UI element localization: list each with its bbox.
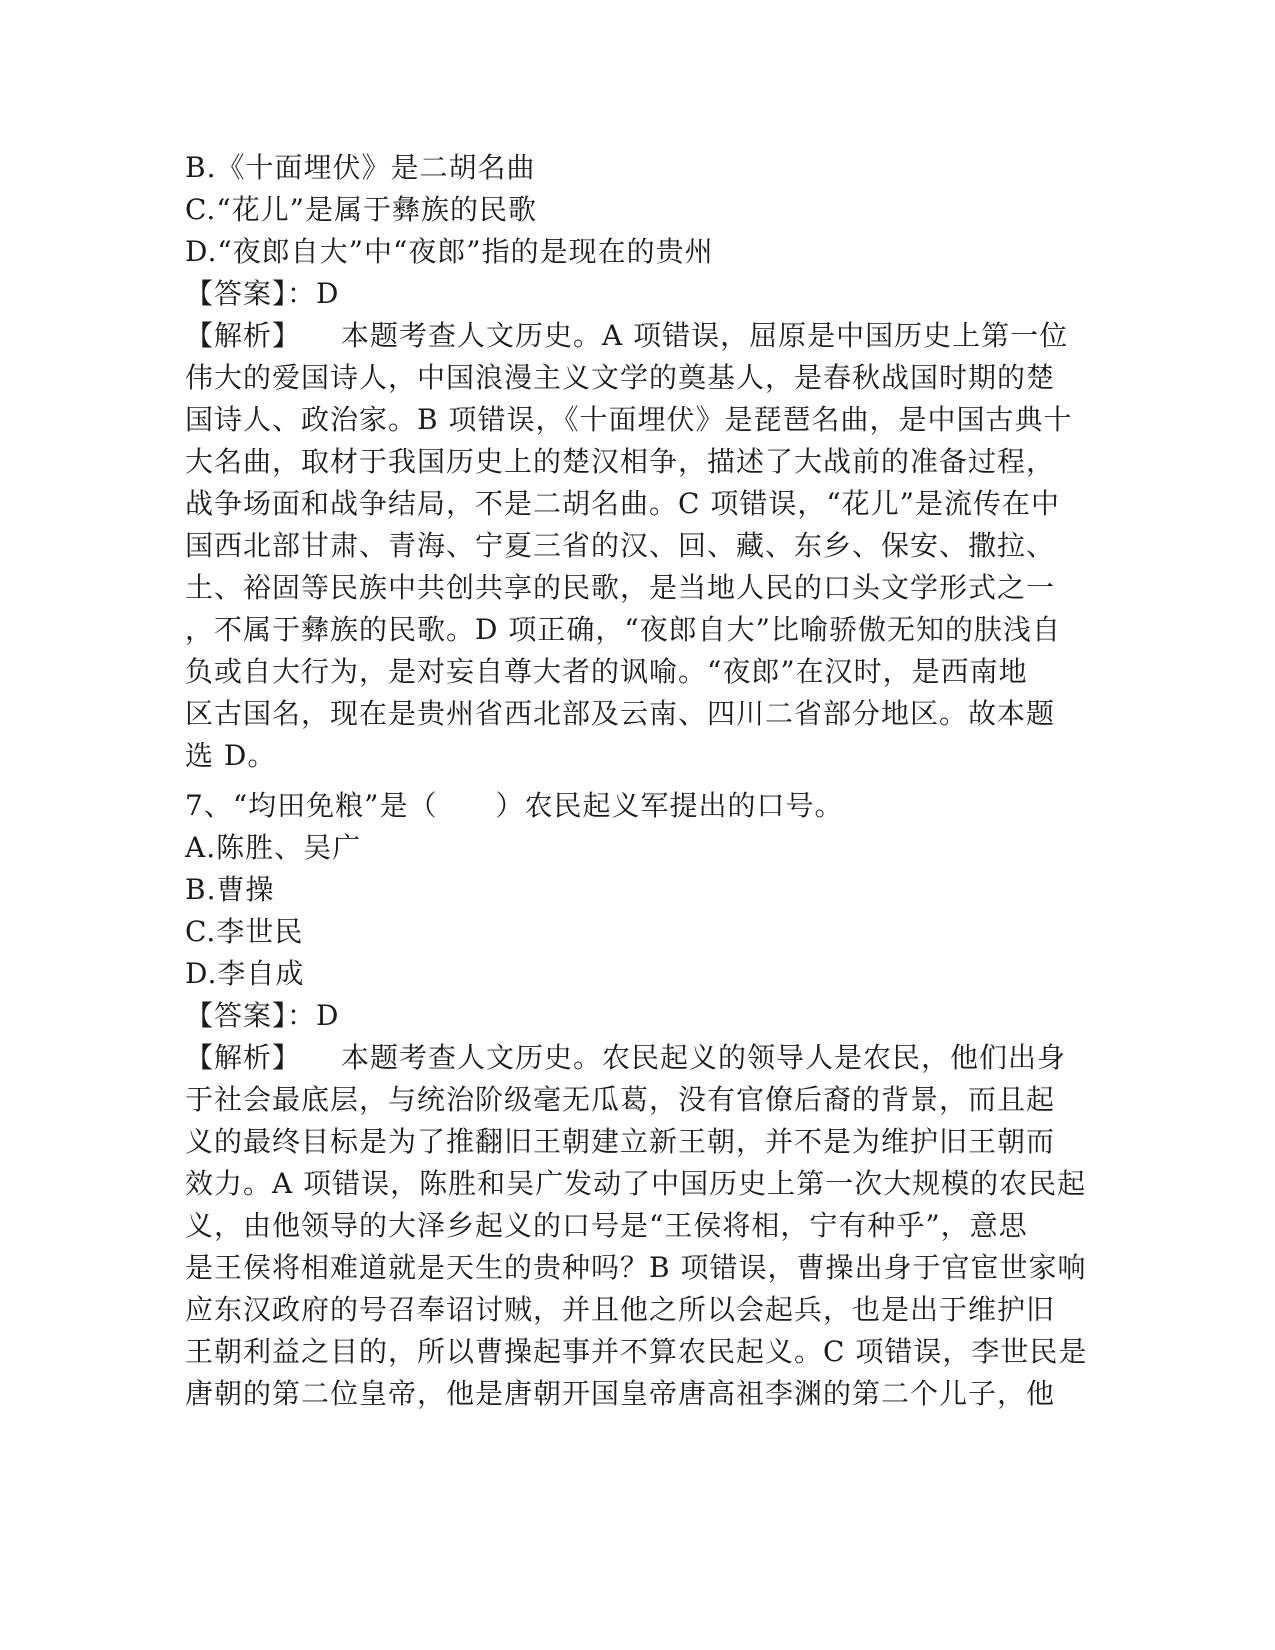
q7-analysis-line-6: 应东汉政府的号召奉诏讨贼，并且他之所以会起兵，也是出于维护旧 (185, 1293, 1056, 1326)
q7-answer-value: D (316, 999, 340, 1032)
q6-option-d: D.“夜郎自大”中“夜郎”指的是现在的贵州 (185, 235, 714, 268)
q6-analysis-text-0: 本题考查人文历史。A 项错误，屈原是中国历史上第一位 (341, 319, 1069, 352)
q7-analysis-line-5: 是王侯将相难道就是天生的贵种吗？B 项错误，曹操出身于官宦世家响 (185, 1251, 1087, 1284)
q7-answer (185, 995, 1085, 1037)
q6-answer-label: 【答案】： (185, 277, 317, 310)
q7-analysis-line-7: 王朝利益之目的，所以曹操起事并不算农民起义。C 项错误，李世民是 (185, 1335, 1088, 1368)
q6-analysis-line-1: 伟大的爱国诗人，中国浪漫主义文学的奠基人，是春秋战国时期的楚 (185, 361, 1056, 394)
q6-option-c: C.“花儿”是属于彝族的民歌 (185, 193, 537, 226)
q6-answer-value: D (316, 277, 340, 310)
q7-analysis-line-8: 唐朝的第二位皇帝，他是唐朝开国皇帝唐高祖李渊的第二个儿子，他 (185, 1377, 1056, 1410)
q7-analysis-line-2: 义的最终目标是为了推翻旧王朝建立新王朝，并不是为维护旧王朝而 (185, 1125, 1056, 1158)
q7-analysis-line-1: 于社会最底层，与统治阶级毫无瓜葛，没有官僚后裔的背景，而且起 (185, 1083, 1056, 1116)
q7-option-a: A.陈胜、吴广 (185, 831, 362, 864)
q7-option-c: C.李世民 (185, 915, 304, 948)
document-content (185, 147, 1088, 1415)
q6-analysis-line-3: 大名曲，取材于我国历史上的楚汉相争，描述了大战前的准备过程， (185, 445, 1056, 478)
q7-analysis-label: 【解析】 (185, 1041, 302, 1074)
q7-option-b: B.曹操 (185, 873, 275, 906)
q7-stem: 7、“均田免粮”是（ ）农民起义军提出的口号。 (185, 789, 844, 822)
q6-analysis-line-5: 国西北部甘肃、青海、宁夏三省的汉、回、藏、东乡、保安、撒拉、 (185, 529, 1056, 562)
question-spacer (185, 777, 1085, 785)
q6-analysis-line-6: 土、裕固等民族中共创共享的民歌，是当地人民的口头文学形式之一 (185, 571, 1056, 604)
q7-analysis-line-4: 义，由他领导的大泽乡起义的口号是“王侯将相，宁有种乎”，意思 (185, 1209, 1028, 1242)
q7-analysis-line-0 (185, 1037, 1085, 1079)
q6-analysis-line-0 (185, 315, 1085, 357)
q6-analysis-line-4: 战争场面和战争结局，不是二胡名曲。C 项错误，“花儿”是流传在中 (185, 487, 1060, 520)
q7-analysis-text-0: 本题考查人文历史。农民起义的领导人是农民，他们出身 (341, 1041, 1067, 1074)
q6-analysis-label: 【解析】 (185, 319, 302, 352)
q7-analysis-line-3: 效力。A 项错误，陈胜和吴广发动了中国历史上第一次大规模的农民起 (185, 1167, 1087, 1200)
q6-analysis-line-8: 负或自大行为，是对妄自尊大者的讽喻。“夜郎”在汉时，是西南地 (185, 655, 1028, 688)
q6-option-b: B.《十面埋伏》是二胡名曲 (185, 151, 536, 184)
q6-analysis-line-7: ，不属于彝族的民歌。D 项正确，“夜郎自大”比喻骄傲无知的肤浅自 (185, 613, 1061, 646)
q6-analysis-line-10: 选 D。 (185, 739, 277, 772)
q7-option-d: D.李自成 (185, 957, 305, 990)
q6-answer (185, 273, 1085, 315)
q7-answer-label: 【答案】： (185, 999, 317, 1032)
q6-analysis-line-9: 区古国名，现在是贵州省西北部及云南、四川二省部分地区。故本题 (185, 697, 1056, 730)
q6-analysis-line-2: 国诗人、政治家。B 项错误，《十面埋伏》是琵琶名曲，是中国古典十 (185, 403, 1073, 436)
